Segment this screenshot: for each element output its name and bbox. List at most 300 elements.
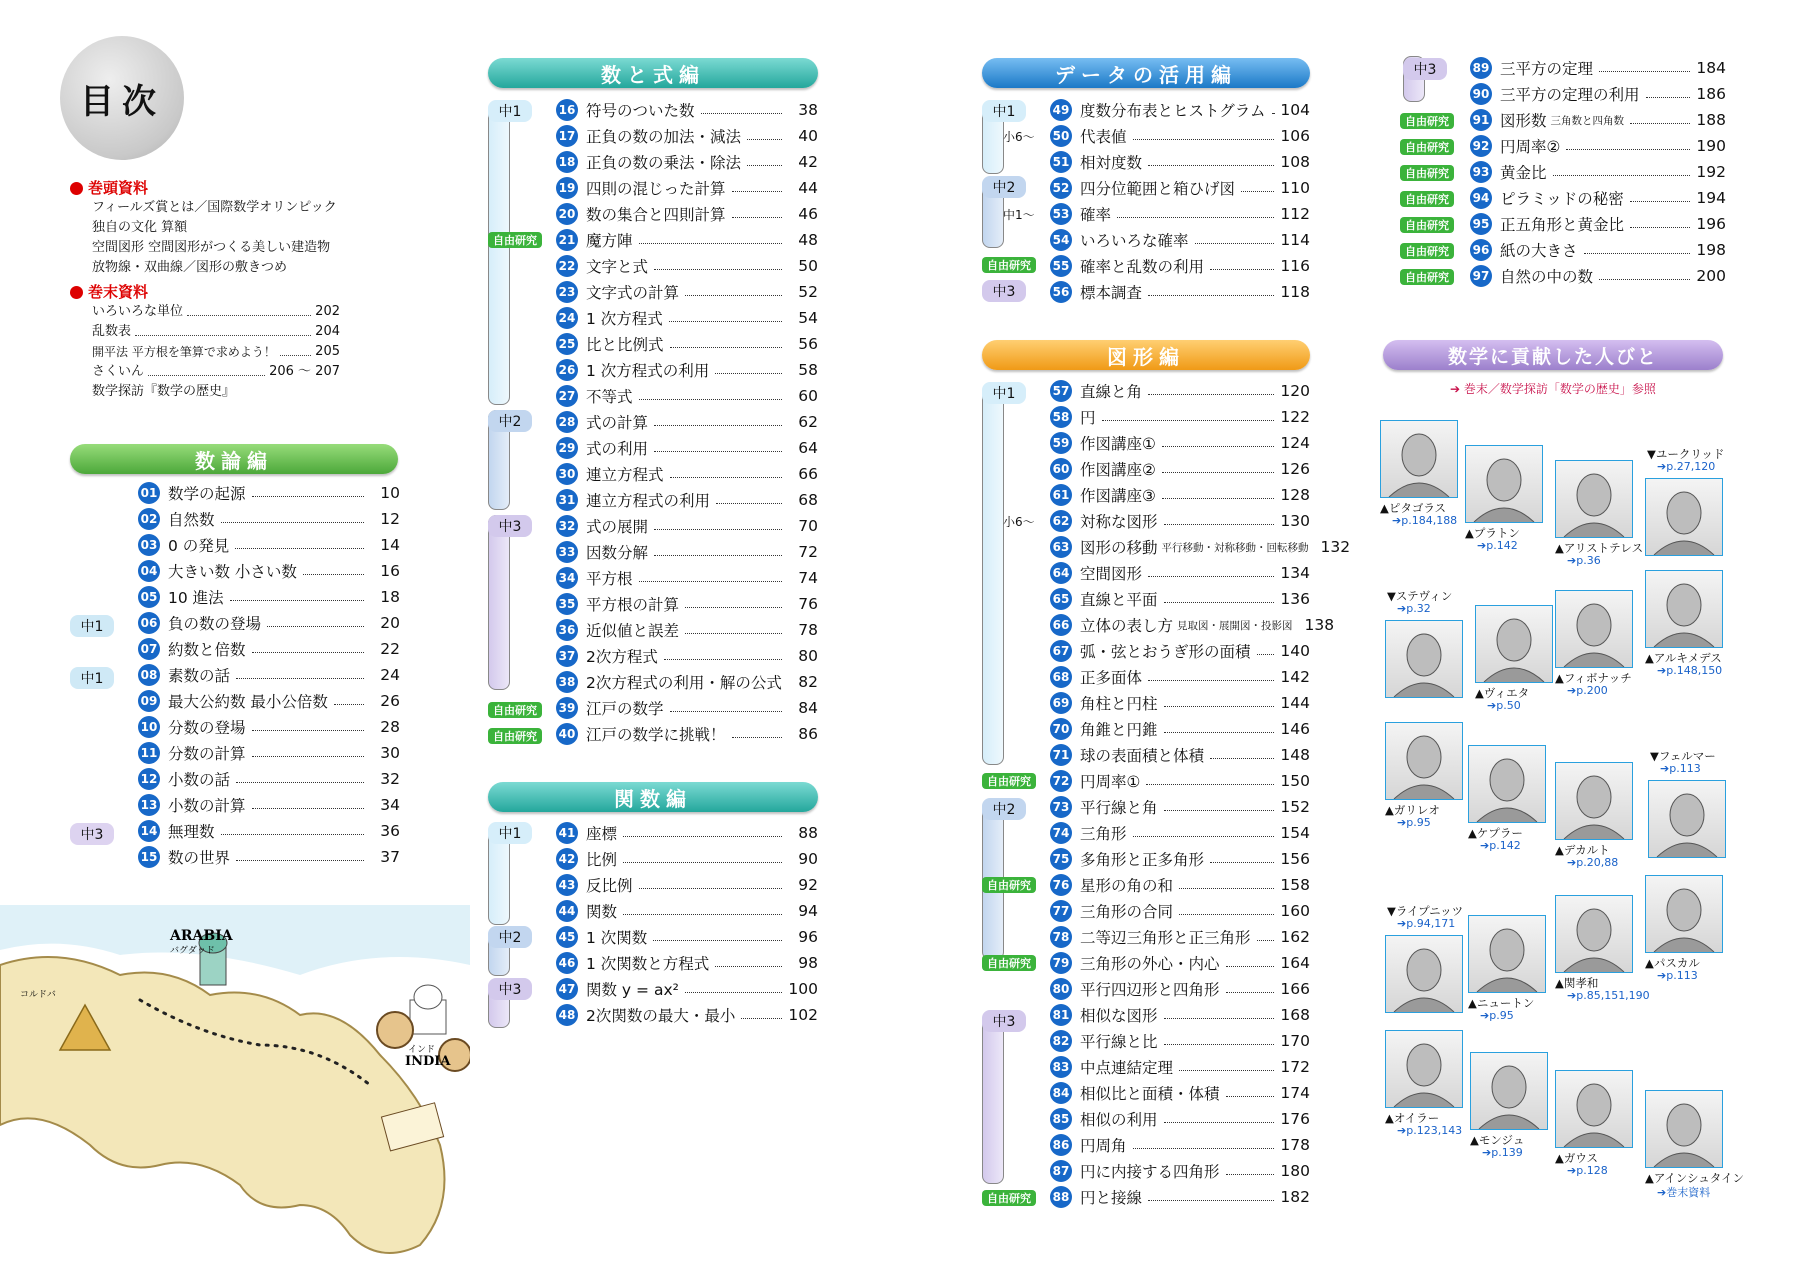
- leader-dots: [1630, 201, 1690, 202]
- entry-number: 15: [138, 846, 160, 868]
- leader-dots: [1164, 1044, 1274, 1045]
- toc-entry[interactable]: [1050, 950, 1310, 976]
- leader-dots: [1630, 227, 1690, 228]
- entry-title: 大きい数 小さい数: [168, 563, 297, 581]
- toc-entry[interactable]: [138, 636, 400, 662]
- front-item[interactable]: 空間図形 空間図形がつくる美しい建造物: [92, 240, 331, 255]
- level-badge: 中3: [1403, 58, 1447, 80]
- toc-entry[interactable]: [1050, 898, 1310, 924]
- entry-page: 94: [798, 902, 818, 920]
- entry-title: 正多面体: [1080, 669, 1143, 687]
- toc-entry[interactable]: [556, 149, 818, 175]
- toc-entry[interactable]: [1470, 185, 1726, 211]
- entry-title: 標本調査: [1080, 284, 1143, 302]
- entry-page: 166: [1280, 980, 1310, 998]
- portrait: [1385, 1030, 1463, 1108]
- leader-dots: [623, 862, 782, 863]
- toc-entry[interactable]: [1050, 612, 1335, 638]
- person-page-ref[interactable]: ➔p.95: [1480, 1009, 1514, 1022]
- toc-entry[interactable]: [1050, 924, 1310, 950]
- entry-number: 05: [138, 586, 160, 608]
- entry-number: 17: [556, 125, 578, 147]
- entry-number: 07: [138, 638, 160, 660]
- toc-entry[interactable]: [138, 766, 400, 792]
- leader-dots: [639, 399, 782, 400]
- toc-entry[interactable]: [1050, 123, 1310, 149]
- toc-entry[interactable]: [138, 792, 400, 818]
- leader-dots: [1257, 654, 1274, 655]
- toc-entry[interactable]: [556, 513, 818, 539]
- entry-title: 相似比と面積・体積: [1080, 1085, 1220, 1103]
- leader-dots: [670, 347, 782, 348]
- entry-page: 106: [1280, 127, 1310, 145]
- person-page-ref[interactable]: ➔p.95: [1397, 816, 1431, 829]
- toc-entry[interactable]: [1050, 404, 1310, 430]
- entry-page: 70: [798, 517, 818, 535]
- entry-title: 球の表面積と体積: [1080, 747, 1205, 765]
- map-label-cordoba: コルドバ: [20, 990, 56, 1000]
- toc-entry[interactable]: [1470, 263, 1726, 289]
- toc-entry[interactable]: [556, 695, 818, 721]
- entry-number: 42: [556, 848, 578, 870]
- toc-entry[interactable]: [1050, 430, 1310, 456]
- portrait: [1645, 570, 1723, 648]
- toc-entry[interactable]: [556, 1002, 818, 1028]
- toc-entry[interactable]: [1470, 159, 1726, 185]
- portrait: [1555, 895, 1633, 973]
- entry-title: 反比例: [586, 877, 633, 895]
- toc-entry[interactable]: [1050, 508, 1310, 534]
- portrait: [1555, 1070, 1633, 1148]
- person-page-ref[interactable]: ➔p.128: [1567, 1164, 1608, 1177]
- entry-page: 184: [1696, 59, 1726, 77]
- leader-dots: [1179, 914, 1274, 915]
- person-page-ref[interactable]: ➔p.50: [1487, 699, 1521, 712]
- entry-number: 61: [1050, 484, 1072, 506]
- toc-entry[interactable]: [1470, 107, 1726, 133]
- entry-page: 158: [1280, 876, 1310, 894]
- portrait-icon: [1556, 896, 1632, 972]
- toc-entry[interactable]: [138, 740, 400, 766]
- entry-page: 198: [1696, 241, 1726, 259]
- entry-number: 85: [1050, 1108, 1072, 1130]
- section-banner-kansu: 関数編: [488, 782, 818, 812]
- front-item[interactable]: フィールズ賞とは／国際数学オリンピック: [92, 200, 337, 215]
- section-banner-people: 数学に貢献した人びと: [1383, 340, 1723, 370]
- entry-page: 130: [1280, 512, 1310, 530]
- toc-entry[interactable]: [556, 279, 818, 305]
- toc-entry[interactable]: [1050, 1106, 1310, 1132]
- toc-entry[interactable]: [556, 565, 818, 591]
- portrait: [1555, 762, 1633, 840]
- entry-title: 魔方陣: [586, 232, 633, 250]
- entry-number: 80: [1050, 978, 1072, 1000]
- leader-dots: [1148, 680, 1274, 681]
- arrow-right-icon: ➔: [1567, 989, 1577, 1002]
- entry-number: 44: [556, 900, 578, 922]
- toc-entry[interactable]: [556, 253, 818, 279]
- entry-title: 円周率②: [1500, 138, 1561, 156]
- toc-entry[interactable]: [556, 409, 818, 435]
- toc-entry[interactable]: [556, 924, 818, 950]
- entry-title: 対称な図形: [1080, 513, 1158, 531]
- entry-page: 132: [1320, 538, 1351, 556]
- entry-number: 65: [1050, 588, 1072, 610]
- person-page-ref[interactable]: ➔p.113: [1657, 969, 1698, 982]
- back-item[interactable]: いろいろな単位 202: [92, 304, 340, 319]
- entry-title: 中点連結定理: [1080, 1059, 1174, 1077]
- leader-dots: [1148, 295, 1274, 296]
- arrow-right-icon: ➔: [1397, 602, 1407, 615]
- toc-entry[interactable]: [556, 950, 818, 976]
- toc-entry[interactable]: [1050, 716, 1310, 742]
- front-item[interactable]: 独自の文化 算額: [92, 220, 188, 235]
- toc-entry[interactable]: [556, 435, 818, 461]
- toc-entry[interactable]: [1050, 690, 1310, 716]
- entry-page: 62: [798, 413, 818, 431]
- entry-title: 黄金比: [1500, 164, 1547, 182]
- toc-entry[interactable]: [1050, 872, 1310, 898]
- toc-entry[interactable]: [1050, 482, 1310, 508]
- toc-entry[interactable]: [1050, 976, 1310, 1002]
- toc-entry[interactable]: [138, 480, 400, 506]
- level-badge: 中3: [70, 823, 114, 845]
- toc-entry[interactable]: [1050, 227, 1310, 253]
- toc-entry[interactable]: [556, 487, 818, 513]
- toc-entry[interactable]: [1050, 456, 1310, 482]
- entry-title: 平行四辺形と四角形: [1080, 981, 1220, 999]
- toc-entry[interactable]: [556, 820, 818, 846]
- toc-entry[interactable]: [1050, 1002, 1310, 1028]
- arrow-right-icon: ➔: [1482, 1146, 1492, 1159]
- toc-entry[interactable]: [1050, 149, 1310, 175]
- entry-page: 108: [1280, 153, 1310, 171]
- arrow-right-icon: ➔: [1657, 969, 1667, 982]
- entry-number: 71: [1050, 744, 1072, 766]
- toc-entry[interactable]: [138, 844, 400, 870]
- entry-page: 54: [798, 309, 818, 327]
- entry-number: 84: [1050, 1082, 1072, 1104]
- arrow-right-icon: ➔: [1450, 382, 1461, 396]
- toc-entry[interactable]: [556, 643, 818, 669]
- leader-dots: [1599, 71, 1690, 72]
- entry-title: 文字式の計算: [586, 284, 680, 302]
- toc-entry[interactable]: [556, 617, 818, 643]
- person-page-ref[interactable]: ➔p.123,143: [1397, 1124, 1463, 1137]
- person-name: ▲モンジュ: [1470, 1133, 1525, 1147]
- toc-entry[interactable]: [1050, 794, 1310, 820]
- entry-title: 確率と乱数の利用: [1080, 258, 1205, 276]
- person-page-ref[interactable]: ➔p.142: [1480, 839, 1521, 852]
- toc-entry[interactable]: [556, 461, 818, 487]
- entry-number: 60: [1050, 458, 1072, 480]
- entry-number: 59: [1050, 432, 1072, 454]
- entry-title: 小数の計算: [168, 797, 246, 815]
- entry-number: 08: [138, 664, 160, 686]
- person-page-ref[interactable]: ➔p.139: [1482, 1146, 1523, 1159]
- front-item[interactable]: 放物線・双曲線／図形の敷きつめ: [92, 260, 288, 275]
- leader-dots: [1241, 191, 1274, 192]
- toc-entry[interactable]: [138, 662, 400, 688]
- toc-entry[interactable]: [556, 201, 818, 227]
- portrait: [1468, 915, 1546, 993]
- level-badge: 中1: [982, 100, 1026, 122]
- portrait-icon: [1556, 1071, 1632, 1147]
- toc-entry[interactable]: [556, 539, 818, 565]
- entry-page: 150: [1280, 772, 1310, 790]
- toc-entry[interactable]: [138, 532, 400, 558]
- leader-dots: [252, 652, 364, 653]
- entry-title: 角錐と円錐: [1080, 721, 1158, 739]
- person-page-ref[interactable]: ➔p.94,171: [1397, 917, 1456, 930]
- entry-page: 56: [798, 335, 818, 353]
- entry-page: 136: [1280, 590, 1310, 608]
- portrait-icon: [1646, 479, 1722, 555]
- person-page-ref[interactable]: ➔p.20,88: [1567, 856, 1619, 869]
- person-page-ref[interactable]: ➔p.85,151,190: [1567, 989, 1650, 1002]
- person-page-ref[interactable]: ➔p.113: [1660, 762, 1701, 775]
- entry-title: 平行線と比: [1080, 1033, 1158, 1051]
- toc-entry[interactable]: [1050, 742, 1310, 768]
- toc-entry[interactable]: [1050, 97, 1310, 123]
- portrait-icon: [1381, 421, 1457, 497]
- entry-number: 67: [1050, 640, 1072, 662]
- entry-page: 48: [798, 231, 818, 249]
- entry-title: 平方根: [586, 570, 633, 588]
- person-page-ref[interactable]: ➔p.32: [1397, 602, 1431, 615]
- portrait: [1555, 590, 1633, 668]
- back-item[interactable]: 開平法 平方根を筆算で求めよう！ 205: [92, 344, 340, 359]
- entry-number: 27: [556, 385, 578, 407]
- toc-entry[interactable]: [556, 872, 818, 898]
- entry-page: 134: [1280, 564, 1310, 582]
- back-item[interactable]: 乱数表 204: [92, 324, 340, 339]
- toc-entry[interactable]: [1050, 1054, 1310, 1080]
- entry-title: 2次方程式: [586, 648, 658, 666]
- toc-entry[interactable]: [138, 610, 400, 636]
- toc-entry[interactable]: [556, 976, 818, 1002]
- entry-page: 76: [798, 595, 818, 613]
- leader-dots: [221, 522, 364, 523]
- arrow-right-icon: ➔: [1567, 1164, 1577, 1177]
- entry-number: 33: [556, 541, 578, 563]
- entry-page: 196: [1696, 215, 1726, 233]
- person-page-ref[interactable]: ➔p.27,120: [1657, 460, 1716, 473]
- toc-entry[interactable]: [1470, 211, 1726, 237]
- portrait: [1648, 780, 1726, 858]
- toc-entry[interactable]: [1050, 1158, 1310, 1184]
- entry-title: 確率: [1080, 206, 1112, 224]
- toc-entry[interactable]: [1470, 81, 1726, 107]
- portrait: [1645, 478, 1723, 556]
- entry-title: 素数の話: [168, 667, 231, 685]
- entry-number: 36: [556, 619, 578, 641]
- entry-page: 122: [1280, 408, 1310, 426]
- entry-title: 三平方の定理: [1500, 60, 1594, 78]
- person-page-ref[interactable]: ➔p.200: [1567, 684, 1608, 697]
- jiyu-badge: 自由研究: [982, 877, 1036, 893]
- entry-number: 97: [1470, 265, 1492, 287]
- entry-page: 30: [380, 744, 400, 762]
- section-banner-zukei: 図形編: [982, 340, 1310, 370]
- toc-entry[interactable]: [138, 506, 400, 532]
- toc-entry[interactable]: [556, 305, 818, 331]
- toc-entry[interactable]: [1050, 638, 1310, 664]
- toc-entry[interactable]: [556, 669, 818, 695]
- portrait: [1380, 420, 1458, 498]
- toc-entry[interactable]: [138, 688, 400, 714]
- entry-page: 12: [380, 510, 400, 528]
- person-page-ref[interactable]: ➔巻末資料: [1657, 1186, 1711, 1199]
- entry-title: 三角形の合同: [1080, 903, 1174, 921]
- entry-page: 26: [380, 692, 400, 710]
- toc-entry[interactable]: [1050, 201, 1310, 227]
- entry-page: 14: [380, 536, 400, 554]
- toc-entry[interactable]: [1050, 1080, 1310, 1106]
- back-item[interactable]: 数学探訪『数学の歴史』: [92, 384, 236, 399]
- people-reference: ➔ 巻末／数学探訪「数学の歴史」参照: [1450, 382, 1656, 396]
- toc-entry[interactable]: [1050, 175, 1310, 201]
- leader-dots: [654, 425, 782, 426]
- jiyu-badge: 自由研究: [1400, 191, 1454, 207]
- entry-number: 63: [1050, 536, 1072, 558]
- toc-entry[interactable]: [1050, 586, 1310, 612]
- toc-entry[interactable]: [1050, 378, 1310, 404]
- entry-title: 円: [1080, 409, 1096, 427]
- toc-entry[interactable]: [556, 357, 818, 383]
- toc-entry[interactable]: [556, 227, 818, 253]
- entry-page: 92: [798, 876, 818, 894]
- toc-entry[interactable]: [1050, 1028, 1310, 1054]
- toc-entry[interactable]: [1050, 1184, 1310, 1210]
- leader-dots: [1162, 498, 1274, 499]
- entry-page: 180: [1280, 1162, 1310, 1180]
- leader-dots: [716, 503, 782, 504]
- entry-number: 89: [1470, 57, 1492, 79]
- leader-dots: [1164, 1018, 1274, 1019]
- toc-entry[interactable]: [556, 591, 818, 617]
- leader-dots: [1179, 888, 1274, 889]
- entry-number: 29: [556, 437, 578, 459]
- leader-dots: [1226, 966, 1274, 967]
- toc-entry[interactable]: [1470, 133, 1726, 159]
- toc-entry[interactable]: [1050, 1132, 1310, 1158]
- toc-entry[interactable]: [138, 584, 400, 610]
- toc-entry[interactable]: [1050, 560, 1310, 586]
- arrow-right-icon: ➔: [1567, 554, 1577, 567]
- entry-number: 76: [1050, 874, 1072, 896]
- person-page-ref[interactable]: ➔p.148,150: [1657, 664, 1723, 677]
- entry-title: 分数の計算: [168, 745, 246, 763]
- leader-dots: [1133, 836, 1274, 837]
- entry-title: 平行線と角: [1080, 799, 1158, 817]
- leader-dots: [639, 581, 782, 582]
- back-item[interactable]: さくいん 206 ～ 207: [92, 364, 340, 379]
- level-badge: 中3: [488, 978, 532, 1000]
- entry-page: 68: [798, 491, 818, 509]
- toc-entry[interactable]: [556, 898, 818, 924]
- toc-entry[interactable]: [1050, 664, 1310, 690]
- entry-number: 13: [138, 794, 160, 816]
- person-name: ▲アルキメデス: [1645, 651, 1722, 665]
- entry-number: 03: [138, 534, 160, 556]
- level-badge: 中1: [70, 667, 114, 689]
- entry-page: 84: [798, 699, 818, 717]
- person-page-ref[interactable]: ➔p.184,188: [1392, 514, 1458, 527]
- jiyu-badge: 自由研究: [1400, 269, 1454, 285]
- toc-entry[interactable]: [1470, 237, 1726, 263]
- entry-number: 48: [556, 1004, 578, 1026]
- person-name: ▼ユークリッド: [1647, 447, 1725, 461]
- toc-entry[interactable]: [556, 97, 818, 123]
- entry-page: 128: [1280, 486, 1310, 504]
- leader-dots: [1226, 1096, 1274, 1097]
- arrow-right-icon: ➔: [1480, 1009, 1490, 1022]
- toc-entry[interactable]: [556, 331, 818, 357]
- toc-entry[interactable]: [1050, 253, 1310, 279]
- leader-dots: [747, 139, 782, 140]
- entry-title: 代表値: [1080, 128, 1127, 146]
- entry-page: 102: [788, 1006, 818, 1024]
- entry-page: 186: [1696, 85, 1726, 103]
- entry-page: 66: [798, 465, 818, 483]
- person-name: ▲パスカル: [1645, 956, 1700, 970]
- entry-title: 10 進法: [168, 589, 224, 607]
- leader-dots: [1162, 472, 1274, 473]
- entry-page: 148: [1280, 746, 1310, 764]
- entry-page: 170: [1280, 1032, 1310, 1050]
- entry-number: 56: [1050, 281, 1072, 303]
- entry-number: 51: [1050, 151, 1072, 173]
- toc-entry[interactable]: [138, 818, 400, 844]
- leader-dots: [1117, 217, 1274, 218]
- toc-entry[interactable]: [556, 175, 818, 201]
- toc-entry[interactable]: [1050, 820, 1310, 846]
- portrait: [1645, 875, 1723, 953]
- entry-number: 88: [1050, 1186, 1072, 1208]
- toc-entry[interactable]: [1050, 846, 1310, 872]
- world-map-illustration: [0, 905, 470, 1270]
- jiyu-badge: 自由研究: [982, 257, 1036, 273]
- leader-dots: [664, 659, 782, 660]
- person-page-ref[interactable]: ➔p.142: [1477, 539, 1518, 552]
- toc-entry[interactable]: [556, 383, 818, 409]
- leader-dots: [670, 711, 782, 712]
- entry-number: 16: [556, 99, 578, 121]
- person-page-ref[interactable]: ➔p.36: [1567, 554, 1601, 567]
- toc-entry[interactable]: [1050, 534, 1351, 560]
- portrait-icon: [1646, 876, 1722, 952]
- toc-entry[interactable]: [1470, 55, 1726, 81]
- toc-entry[interactable]: [1050, 279, 1310, 305]
- entry-page: 60: [798, 387, 818, 405]
- toc-entry[interactable]: [1050, 768, 1310, 794]
- entry-number: 25: [556, 333, 578, 355]
- toc-entry[interactable]: [138, 558, 400, 584]
- leader-dots: [747, 165, 782, 166]
- entry-title: 紙の大きさ: [1500, 242, 1578, 260]
- entry-page: 176: [1280, 1110, 1310, 1128]
- toc-entry[interactable]: [556, 846, 818, 872]
- toc-entry[interactable]: [556, 721, 818, 747]
- toc-entry[interactable]: [556, 123, 818, 149]
- leader-dots: [1584, 253, 1690, 254]
- entry-title: 作図講座②: [1080, 461, 1156, 479]
- toc-entry[interactable]: [138, 714, 400, 740]
- leader-dots: [1210, 269, 1274, 270]
- person-name: ▲ガリレオ: [1385, 803, 1440, 817]
- leader-dots: [1646, 97, 1690, 98]
